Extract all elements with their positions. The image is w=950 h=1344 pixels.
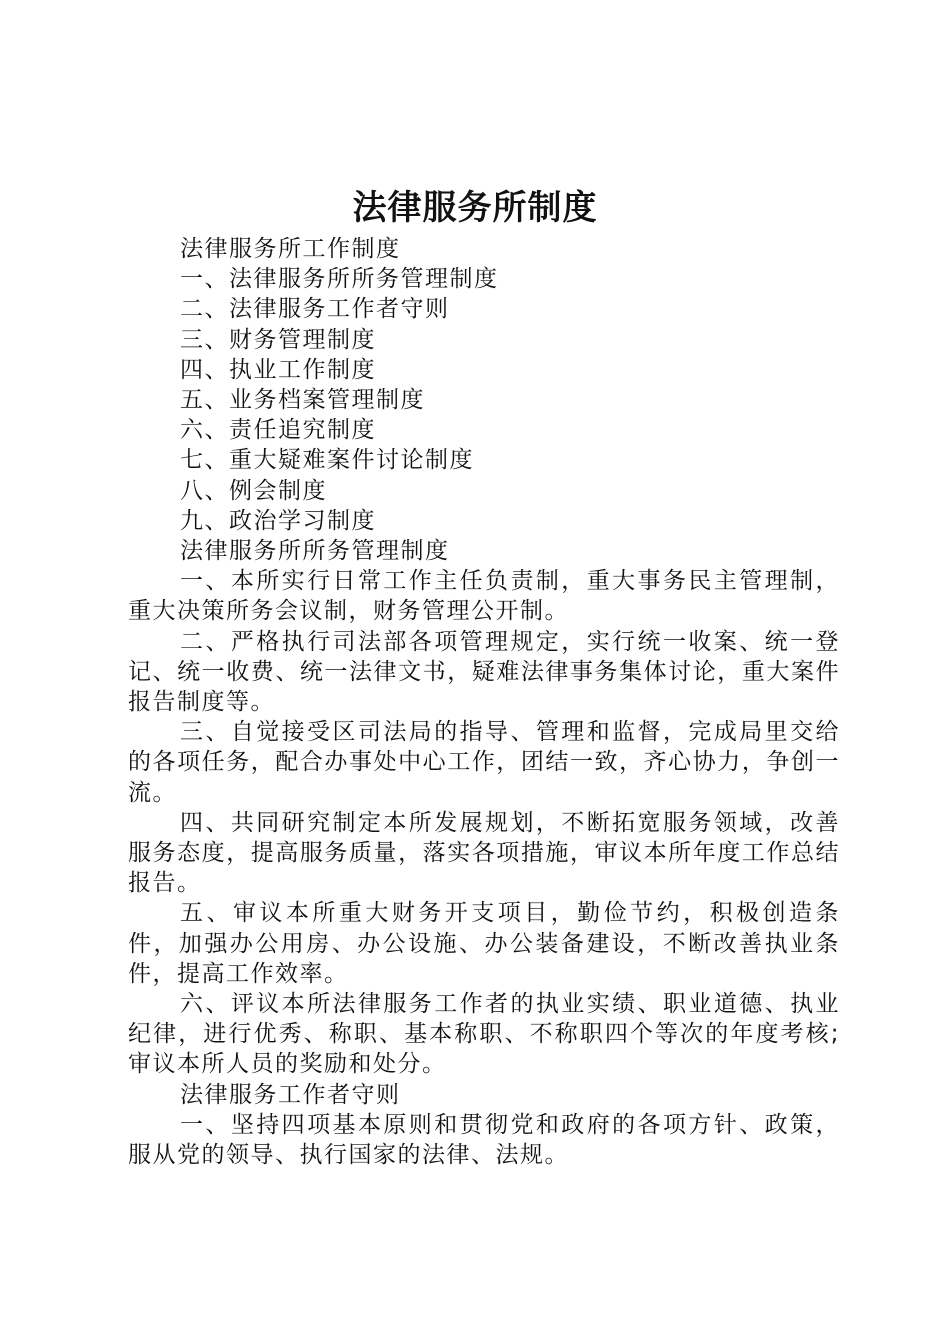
toc-item: 五、业务档案管理制度 xyxy=(180,387,425,414)
toc-item: 九、政治学习制度 xyxy=(180,507,376,534)
affairs-clause: 五、审议本所重大财务开支项目，勤俭节约，积极创造条件，加强办公用房、办公设施、办公装备建设，不断改善执业条件，提高工作效率。 xyxy=(128,900,840,987)
toc-item: 二、法律服务工作者守则 xyxy=(180,296,450,323)
document-body xyxy=(128,234,840,1170)
toc-item: 八、例会制度 xyxy=(180,477,327,504)
work-rules-heading: 法律服务所工作制度 xyxy=(180,236,401,262)
code-section xyxy=(128,1110,840,1170)
code-section-heading: 法律服务工作者守则 xyxy=(180,1081,401,1108)
affairs-clause: 二、严格执行司法部各项管理规定，实行统一收案、统一登记、统一收费、统一法律文书，疑难法律事务集体讨论，重大案件报告制度等。 xyxy=(128,628,840,716)
toc-item: 六、责任追究制度 xyxy=(180,417,376,444)
toc-item: 七、重大疑难案件讨论制度 xyxy=(180,447,474,474)
document-title: 法律服务所制度 xyxy=(352,188,598,228)
affairs-clause: 一、本所实行日常工作主任负责制，重大事务民主管理制，重大决策所务会议制，财务管理公开制。 xyxy=(128,568,840,625)
affairs-clause: 三、自觉接受区司法局的指导、管理和监督，完成局里交给的各项任务，配合办事处中心工作，团结一致，齐心协力，争创一流。 xyxy=(128,719,840,806)
code-clause: 一、坚持四项基本原则和贯彻党和政府的各项方针、政策，服从党的领导、执行国家的法律、法规。 xyxy=(128,1111,840,1169)
toc-item: 四、执业工作制度 xyxy=(180,356,376,383)
affairs-clause: 六、评议本所法律服务工作者的执业实绩、职业道德、执业纪律，进行优秀、称职、基本称职、不称职四个等次的年度考核;审议本所人员的奖励和处分。 xyxy=(128,991,840,1078)
affairs-section-heading: 法律服务所所务管理制度 xyxy=(180,538,450,565)
affairs-clause: 四、共同研究制定本所发展规划，不断拓宽服务领域，改善服务态度，提高服务质量，落实各项措施，审议本所年度工作总结报告。 xyxy=(128,809,840,897)
toc-item: 三、财务管理制度 xyxy=(180,326,376,353)
table-of-contents xyxy=(128,264,840,536)
affairs-section xyxy=(128,566,840,1079)
toc-item: 一、法律服务所所务管理制度 xyxy=(180,266,499,293)
